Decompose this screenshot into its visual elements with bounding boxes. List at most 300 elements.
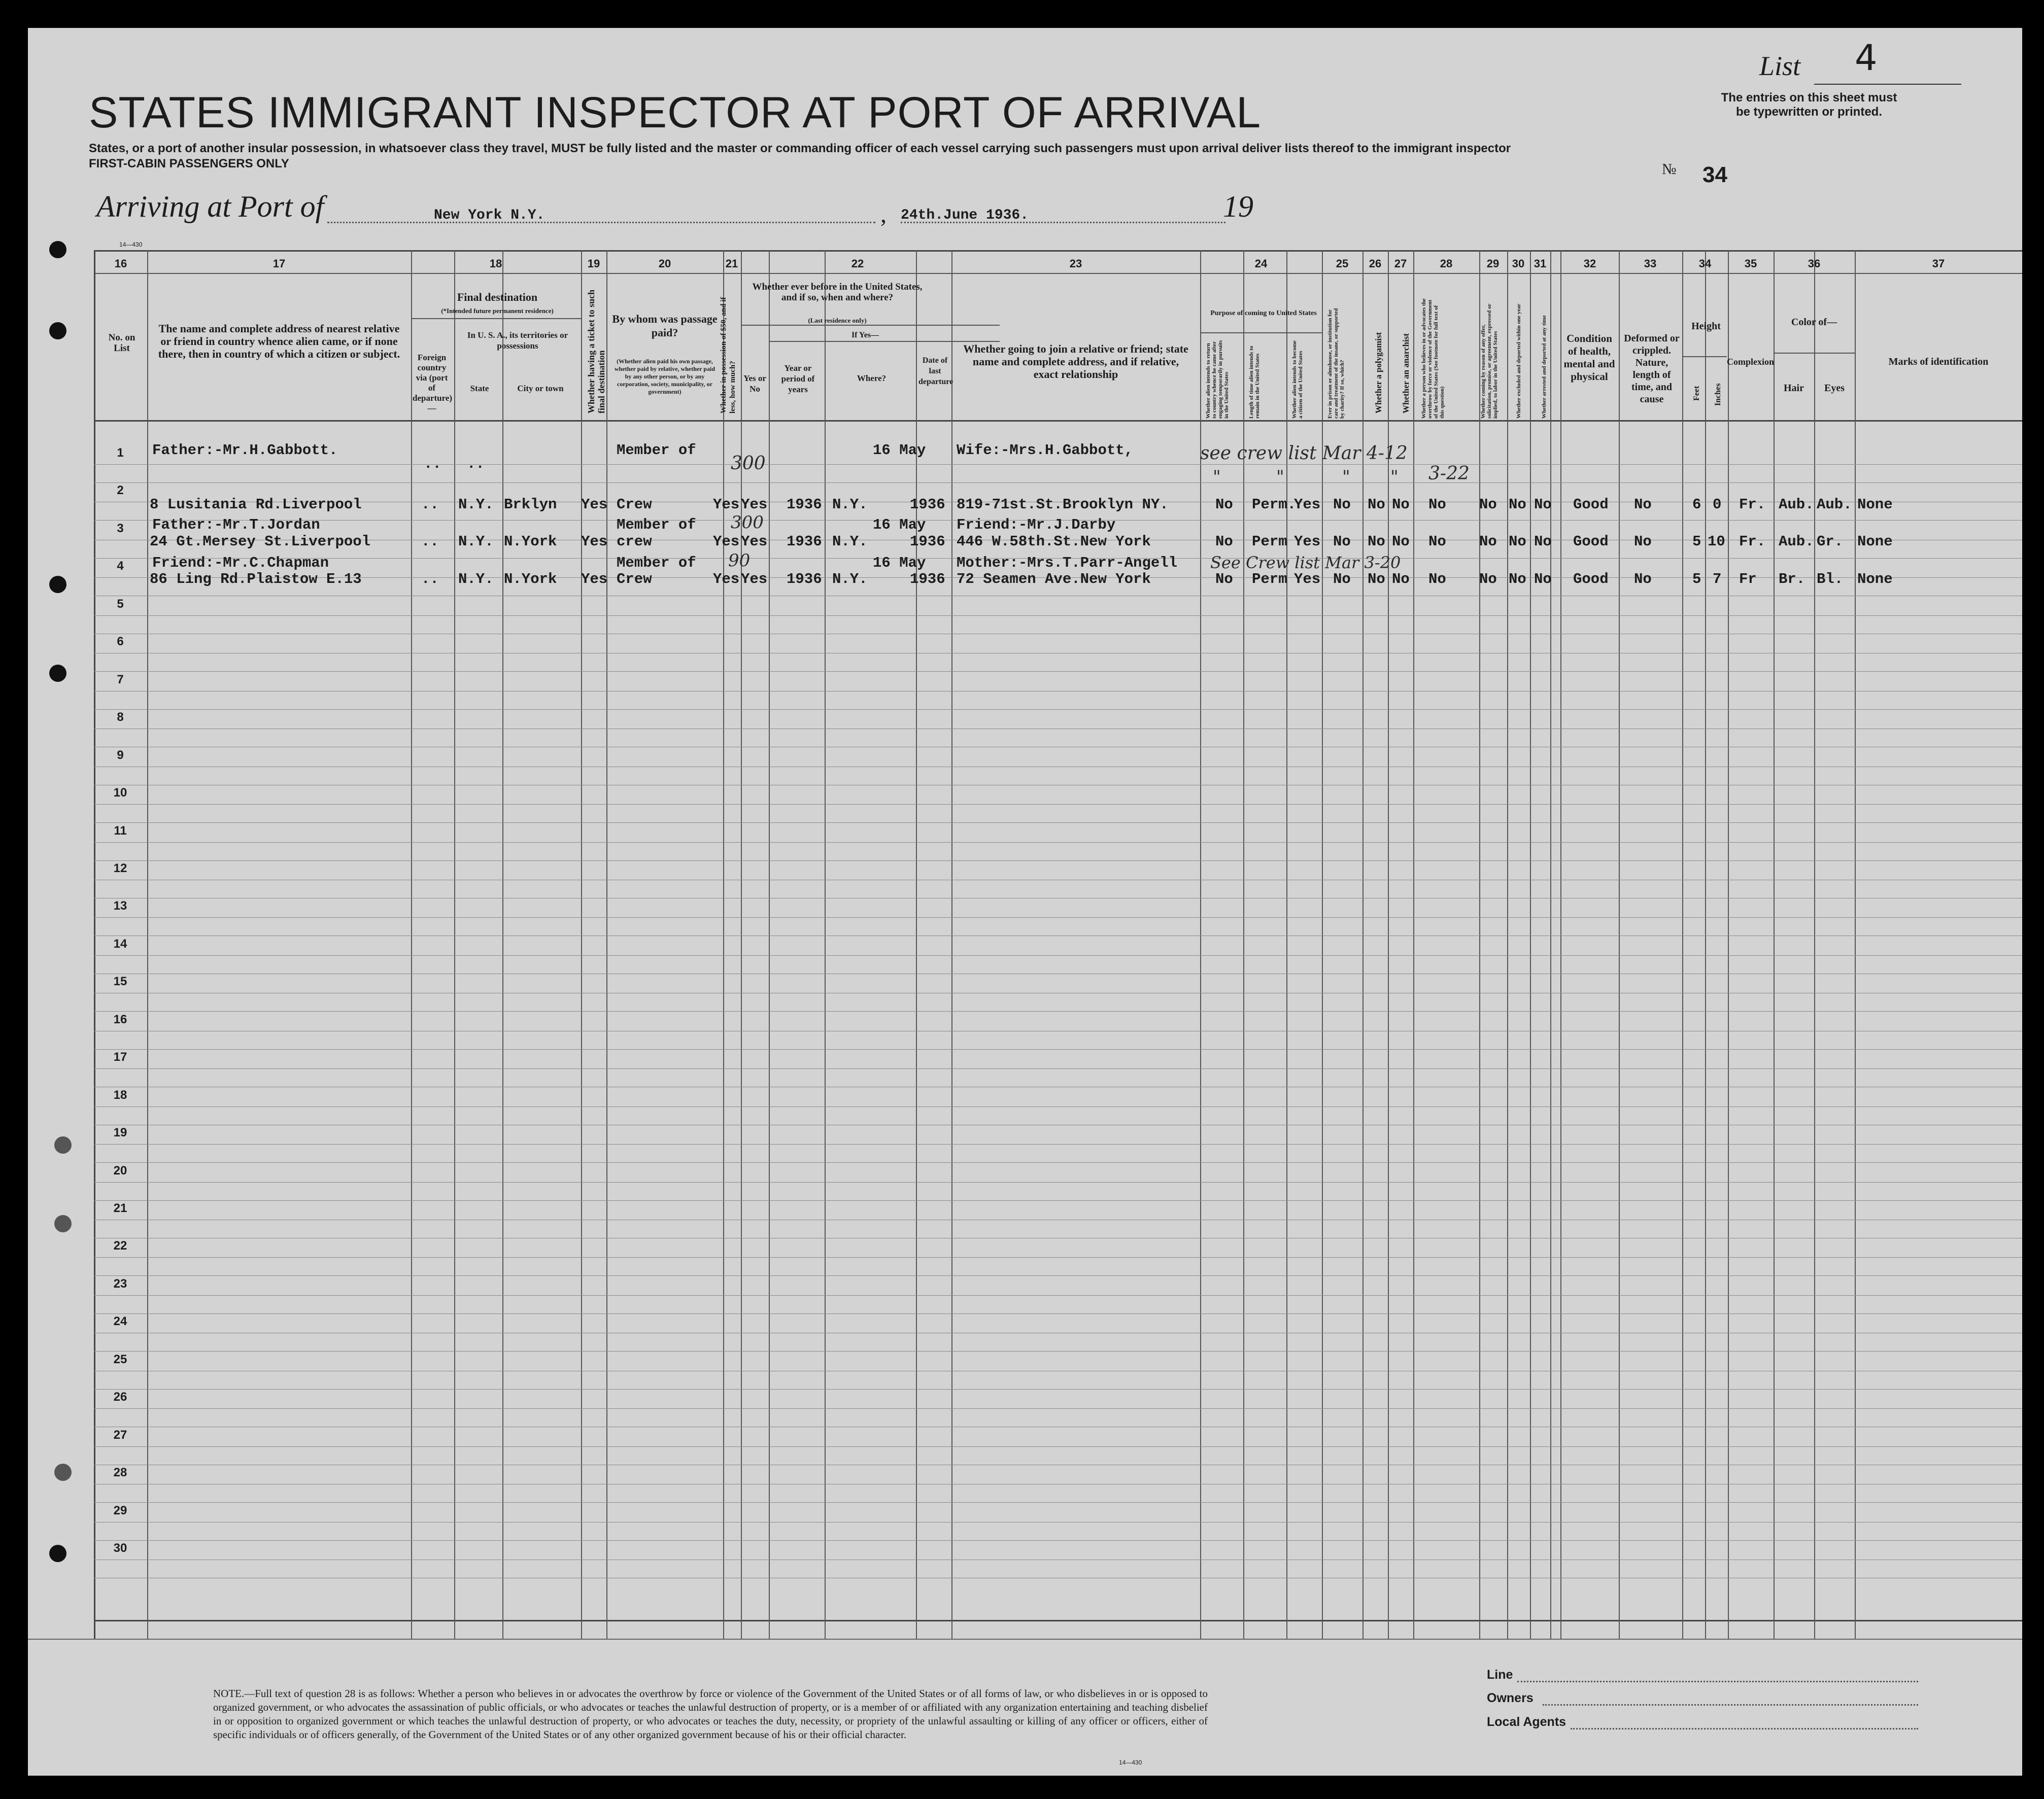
p1-before-year: 1936	[787, 496, 822, 513]
p1-inches: 0	[1713, 496, 1722, 513]
row-rule	[94, 1351, 2022, 1352]
column-rule	[825, 250, 826, 1639]
p2-join-line2: 446 W.58th.St.New York	[957, 533, 1151, 550]
p3-eyes: Bl.	[1817, 571, 1844, 587]
column-rule	[1774, 250, 1775, 1639]
p1-paid-line1: Member of	[617, 442, 696, 459]
p3-join-line1: Mother:-Mrs.T.Parr-Angell	[957, 555, 1178, 571]
column-number-35: 35	[1744, 257, 1757, 270]
table-bottom-rule	[94, 1620, 2022, 1621]
header-c16: No. on List	[108, 332, 135, 354]
row-rule	[94, 1540, 2022, 1541]
binder-hole	[49, 1545, 66, 1562]
row-rule	[94, 482, 2022, 483]
p3-complexion: Fr	[1739, 571, 1757, 587]
c34-sub-rule	[1683, 356, 1727, 357]
row-number-23: 23	[113, 1276, 127, 1291]
row-rule	[94, 917, 2022, 918]
column-rule	[581, 250, 582, 1639]
header-c33: Deformed or crippled. Nature, length of time, and cause	[1624, 333, 1680, 405]
p1-ticket: Yes	[581, 496, 608, 513]
binder-hole	[54, 1136, 72, 1154]
binder-hole	[49, 322, 66, 339]
header-c18-foreign: Foreign country via (port of departure)—	[413, 353, 453, 413]
p1-foreign: ..	[421, 496, 439, 513]
header-c27: Whether an anarchist	[1401, 333, 1411, 413]
agents-label: Local Agents	[1487, 1715, 1566, 1729]
p3-polygamist: No	[1368, 571, 1385, 587]
p2-deported: No	[1534, 533, 1552, 550]
p3-money-hand: 90	[728, 550, 751, 571]
row-rule	[94, 842, 2022, 843]
p3-length: Perm	[1252, 571, 1287, 587]
column-number-21: 21	[725, 257, 738, 270]
p2-feet: 5	[1692, 533, 1701, 550]
p3-health: Good	[1573, 571, 1609, 587]
p1-city: Brklyn	[504, 496, 557, 513]
header-c32: Condition of health, mental and physical	[1563, 332, 1615, 383]
p1-hand-ditto-3: "	[1342, 467, 1350, 487]
footer-rule	[28, 1639, 2022, 1640]
header-c18-title: Final destination	[457, 291, 538, 303]
row-number-9: 9	[117, 748, 124, 762]
row-number-21: 21	[113, 1201, 127, 1215]
p2-before-where: N.Y.	[832, 533, 868, 550]
row-number-28: 28	[113, 1466, 127, 1480]
row-number-15: 15	[113, 975, 127, 989]
row-rule	[94, 804, 2022, 805]
p1-health: Good	[1573, 496, 1609, 513]
p2-polygamist: No	[1368, 533, 1385, 550]
column-number-20: 20	[658, 257, 671, 270]
column-number-27: 27	[1394, 257, 1407, 270]
header-c22-yesno: Yes or No	[743, 373, 766, 394]
p2-marks: None	[1857, 533, 1893, 550]
column-number-18: 18	[489, 257, 502, 270]
p2-money-hand: 300	[731, 512, 764, 533]
p3-excluded: No	[1509, 571, 1526, 587]
p3-foreign: ..	[421, 571, 439, 587]
p3-departure-line1: 16 May	[873, 555, 926, 571]
p1-hand-ditto-4: "	[1390, 467, 1399, 487]
p1-relative-line1: Father:-Mr.H.Gabbott.	[152, 442, 338, 459]
comma-mark: ,	[880, 201, 887, 228]
column-rule	[411, 250, 412, 1639]
column-rule	[1507, 250, 1508, 1639]
p2-foreign: ..	[421, 533, 439, 550]
line-label: Line	[1487, 1668, 1513, 1682]
column-rule	[1560, 250, 1561, 1639]
p3-inches: 7	[1713, 571, 1722, 587]
row-number-6: 6	[117, 635, 124, 649]
column-number-33: 33	[1644, 257, 1657, 270]
p1-money-hand: 300	[731, 453, 766, 474]
header-c36-hair: Hair	[1784, 383, 1804, 394]
column-number-17: 17	[272, 257, 286, 270]
p1-join-line1: Wife:-Mrs.H.Gabbott,	[957, 442, 1134, 459]
owners-field	[1543, 1704, 1918, 1706]
subtitle-line: States, or a port of another insular possession, in whatsoever class they travel, MUST be fully listed and the master or commanding officer of each vessel carrying such passengers must upon arrival deliver lists thereof to the immigrant inspector	[89, 142, 1511, 155]
column-number-34: 34	[1698, 257, 1712, 270]
column-rule	[606, 250, 607, 1639]
c22-ifyes-rule	[770, 341, 1000, 342]
p3-state: N.Y.	[458, 571, 494, 587]
row-number-12: 12	[113, 861, 127, 875]
header-c31: Whether arrested and deported at any time	[1541, 315, 1547, 419]
row-rule	[94, 615, 2022, 616]
p3-paid-line1: Member of	[617, 555, 696, 571]
header-c34-feet: Feet	[1692, 386, 1701, 401]
column-rule	[1479, 250, 1480, 1639]
form-code-bottom: 14—430	[1119, 1759, 1142, 1766]
p2-q28: No	[1428, 533, 1446, 550]
header-c21: Whether in possession of $50, and if less, how much?	[720, 297, 737, 413]
p3-hair: Br.	[1779, 571, 1805, 587]
p2-citizen: Yes	[1294, 533, 1321, 550]
row-rule	[94, 464, 2022, 465]
column-number-29: 29	[1486, 257, 1500, 270]
p1-anarchist: No	[1392, 496, 1410, 513]
p2-excluded: No	[1509, 533, 1526, 550]
header-c34-inches: Inches	[1714, 383, 1722, 406]
row-number-16: 16	[113, 1012, 127, 1026]
binder-hole	[54, 1464, 72, 1481]
column-number-37: 37	[1932, 257, 1945, 270]
p3-relative-line1: Friend:-Mr.C.Chapman	[152, 555, 329, 571]
p1-prison: No	[1333, 496, 1351, 513]
header-c35: Complexion	[1727, 357, 1775, 367]
p1-citizen: Yes	[1294, 496, 1321, 513]
column-number-36: 36	[1808, 257, 1821, 270]
stamp-mark: №	[1662, 161, 1677, 178]
p1-return: No	[1215, 496, 1233, 513]
column-rule	[1530, 250, 1531, 1639]
p2-offer: No	[1479, 533, 1497, 550]
p1-hand-ditto-1: "	[1213, 467, 1221, 487]
p2-departure-line1: 16 May	[873, 516, 926, 533]
column-rule	[502, 250, 503, 1639]
row-number-11: 11	[114, 823, 127, 838]
page-title: STATES IMMIGRANT INSPECTOR AT PORT OF ARRIVAL	[89, 88, 1262, 137]
p3-offer: No	[1479, 571, 1497, 587]
row-number-10: 10	[113, 786, 127, 800]
row-rule	[94, 860, 2022, 861]
row-rule	[94, 1295, 2022, 1296]
list-number-line	[1814, 84, 1961, 85]
row-rule	[94, 709, 2022, 710]
p2-length: Perm	[1252, 533, 1287, 550]
column-rule	[1550, 250, 1551, 1639]
column-rule	[769, 250, 770, 1639]
p2-health: Good	[1573, 533, 1609, 550]
list-label: List	[1759, 51, 1801, 81]
p1-paid-line2: Crew	[617, 496, 652, 513]
binder-hole	[54, 1215, 72, 1232]
c24-sub-rule	[1200, 332, 1322, 333]
p3-q28: No	[1428, 571, 1446, 587]
p3-before-yes: Yes	[741, 571, 768, 587]
p1-state: N.Y.	[458, 496, 494, 513]
footnote-q28: NOTE.—Full text of question 28 is as follows: Whether a person who believes in or advocates the overthrow by force or violence of the Government of the United States or of all forms of law, or who disbelieves in or is opposed to organized government, or who advocates the assassination of public officials, or who advocates or teaches the unlawful destruction of property, or is a member of or affiliated with any organization entertaining and teaching disbelief in or opposition to organized government or which teaches the unlawful destruction of property, or who advocates or teaches the duty, necessity, or propriety of the unlawful assaulting or killing of any officer or officers, either of specific individuals or of officers generally, of the Government of the United States or of any other organized government because of his or their official character.	[213, 1687, 1208, 1741]
port-value: New York N.Y.	[434, 207, 545, 223]
p3-deported: No	[1534, 571, 1552, 587]
column-rule	[723, 250, 724, 1639]
line-field	[1517, 1681, 1918, 1682]
list-number-handwritten: 4	[1855, 37, 1878, 79]
p3-anarchist: No	[1392, 571, 1410, 587]
p2-deformed: No	[1634, 533, 1652, 550]
column-rule	[147, 250, 148, 1639]
column-number-24: 24	[1254, 257, 1268, 270]
p3-deformed: No	[1634, 571, 1652, 587]
p1-departure-line1: 16 May	[873, 442, 926, 459]
header-c22-ifyes: If Yes—	[851, 331, 879, 339]
row-number-3: 3	[117, 521, 124, 535]
p1-excluded: No	[1509, 496, 1526, 513]
entries-note-line-1: The entries on this sheet must	[1721, 91, 1897, 105]
header-c29: Whether coming by reason of any offer, solicitation, promise, or agreement, expressed or implied, to labor in the United States	[1480, 303, 1498, 419]
header-c22-where: Where?	[857, 373, 887, 383]
form-code-top: 14—430	[119, 241, 143, 248]
row-number-26: 26	[113, 1390, 127, 1404]
row-number-29: 29	[113, 1503, 127, 1517]
p1-money: Yes	[713, 496, 740, 513]
p2-join-line1: Friend:-Mr.J.Darby	[957, 516, 1116, 533]
p3-relative-line2: 86 Ling Rd.Plaistow E.13	[150, 571, 362, 587]
binder-hole	[49, 665, 66, 682]
header-c18-sub: (*Intended future permanent residence)	[441, 307, 554, 315]
row-number-22: 22	[113, 1239, 127, 1253]
header-c36-eyes: Eyes	[1824, 383, 1845, 394]
p3-prison: No	[1333, 571, 1351, 587]
row-rule	[94, 1106, 2022, 1107]
p1-offer: No	[1479, 496, 1497, 513]
arriving-label: Arriving at Port of	[96, 190, 324, 223]
header-c28: Whether a person who believes in or advocates the overthrow by force or violence of the Government of the United States (See footnote for full text of this question)	[1421, 298, 1445, 419]
p1-length: Perm.	[1252, 496, 1297, 513]
row-number-7: 7	[117, 672, 124, 686]
p2-state: N.Y.	[458, 533, 494, 550]
column-rule	[1413, 250, 1414, 1639]
p2-before-yes: Yes	[741, 533, 768, 550]
p3-return: No	[1215, 571, 1233, 587]
row-number-17: 17	[113, 1050, 127, 1064]
p2-hair: Aub.	[1779, 533, 1814, 550]
p2-money: Yes	[713, 533, 740, 550]
row-rule	[94, 955, 2022, 956]
row-number-27: 27	[113, 1428, 127, 1442]
p2-before-year: 1936	[787, 533, 822, 550]
column-number-32: 32	[1583, 257, 1596, 270]
column-rule	[1855, 250, 1856, 1639]
row-rule	[94, 1313, 2022, 1314]
row-number-5: 5	[117, 597, 124, 611]
header-bottom-rule	[94, 420, 2022, 422]
column-rule	[1619, 250, 1620, 1639]
column-number-23: 23	[1069, 257, 1082, 270]
p1-q28: No	[1428, 496, 1446, 513]
p3-before-where: N.Y.	[832, 571, 868, 587]
column-number-22: 22	[851, 257, 864, 270]
p2-departure-line2: 1936	[910, 533, 945, 550]
p2-paid-line2: crew	[617, 533, 652, 550]
row-rule	[94, 1200, 2022, 1201]
row-rule	[94, 1049, 2022, 1050]
p1-foreign-above: ..	[424, 456, 441, 472]
p1-state-above: ..	[467, 456, 485, 472]
header-c18-usa: In U. S. A., its territories or possessions	[467, 330, 568, 351]
column-number-28: 28	[1440, 257, 1453, 270]
p1-complexion: Fr.	[1739, 496, 1766, 513]
header-c34-title: Height	[1691, 321, 1721, 332]
p1-deformed: No	[1634, 496, 1652, 513]
c18-sub-rule	[411, 318, 581, 319]
entries-note	[1667, 91, 1951, 119]
p1-hand-note2: 3-22	[1428, 463, 1470, 484]
p2-city: N.York	[504, 533, 557, 550]
year-prefix: 19	[1223, 190, 1253, 223]
header-c22-title: Whether ever before in the United States, and if so, when and where?	[752, 282, 923, 303]
p3-citizen: Yes	[1294, 571, 1321, 587]
column-number-30: 30	[1512, 257, 1525, 270]
c22-sub-rule	[741, 325, 1000, 326]
p3-ticket: Yes	[581, 571, 608, 587]
p1-hand-ditto-2: "	[1276, 467, 1284, 487]
header-c20-title: By whom was passage paid?	[612, 313, 718, 339]
p3-marks: None	[1857, 571, 1893, 587]
p3-city: N.York	[504, 571, 557, 587]
row-rule	[94, 1182, 2022, 1183]
p1-departure-line2: 1936	[910, 496, 945, 513]
header-c19: Whether having a ticket to such final destination	[586, 289, 606, 413]
header-c23: Whether going to join a relative or friend; state name and complete address, and if relative, exact relationship	[963, 342, 1188, 380]
row-number-20: 20	[113, 1163, 127, 1178]
row-number-25: 25	[113, 1352, 127, 1366]
header-c22-sub: (Last residence only)	[808, 317, 867, 324]
header-c18-state: State	[470, 384, 489, 393]
p2-complexion: Fr.	[1739, 533, 1766, 550]
binder-hole	[49, 576, 66, 593]
column-number-16: 16	[114, 257, 127, 270]
p3-departure-line2: 1936	[910, 571, 945, 587]
row-number-18: 18	[113, 1088, 127, 1102]
date-value: 24th.June 1936.	[901, 207, 1029, 223]
row-rule	[94, 1144, 2022, 1145]
p1-relative-line2: 8 Lusitania Rd.Liverpool	[150, 496, 362, 513]
table-top-rule	[94, 250, 2022, 252]
colnum-rule	[94, 273, 2022, 274]
row-rule	[94, 822, 2022, 823]
row-rule	[94, 1011, 2022, 1012]
column-rule	[1705, 250, 1706, 1639]
p3-hand-note: See Crew list Mar 3-20	[1210, 553, 1401, 572]
row-rule	[94, 1502, 2022, 1503]
p3-join-line2: 72 Seamen Ave.New York	[957, 571, 1151, 587]
p2-relative-line2: 24 Gt.Mersey St.Liverpool	[150, 533, 371, 550]
p2-paid-line1: Member of	[617, 516, 696, 533]
agents-field	[1571, 1728, 1918, 1729]
row-number-14: 14	[113, 937, 127, 951]
p1-deported: No	[1534, 496, 1552, 513]
row-number-2: 2	[117, 483, 124, 498]
row-number-4: 4	[117, 559, 124, 573]
column-rule	[94, 250, 95, 1639]
p2-return: No	[1215, 533, 1233, 550]
row-rule	[94, 1275, 2022, 1276]
header-c26: Whether a polygamist	[1374, 332, 1383, 413]
header-c24-b: Length of time alien intends to remain in the United States	[1248, 345, 1261, 419]
p2-ticket: Yes	[581, 533, 608, 550]
column-number-31: 31	[1534, 257, 1547, 270]
p2-prison: No	[1333, 533, 1351, 550]
p1-before-yes: Yes	[741, 496, 768, 513]
column-number-25: 25	[1336, 257, 1349, 270]
header-c18-city: City or town	[517, 384, 564, 393]
column-rule	[1814, 250, 1815, 1639]
row-rule	[94, 671, 2022, 672]
class-line: FIRST-CABIN PASSENGERS ONLY	[89, 157, 289, 170]
header-c20-sub: (Whether alien paid his own passage, whether paid by relative, whether paid by any other person, or by any corporation, society, municipality, or government)	[614, 358, 715, 395]
port-dotline	[327, 222, 875, 223]
p1-feet: 6	[1692, 496, 1701, 513]
p2-relative-line1: Father:-Mr.T.Jordan	[152, 516, 320, 533]
binder-hole	[49, 241, 66, 258]
row-number-1: 1	[117, 446, 124, 460]
row-number-19: 19	[113, 1126, 127, 1140]
row-rule	[94, 1446, 2022, 1447]
column-rule	[1728, 250, 1729, 1639]
owners-label: Owners	[1487, 1691, 1534, 1705]
header-c30: Whether excluded and deported within one year	[1516, 303, 1522, 419]
column-number-26: 26	[1369, 257, 1382, 270]
header-c24-a: Whether alien intends to return to country whence he came after engaging temporarily in pursuits in the United States	[1205, 340, 1230, 419]
row-number-8: 8	[117, 710, 124, 724]
row-number-24: 24	[113, 1314, 127, 1329]
p2-eyes: Gr.	[1817, 533, 1844, 550]
column-rule	[454, 250, 455, 1639]
header-c24-title: Purpose of coming to United States	[1210, 309, 1317, 317]
row-number-30: 30	[113, 1541, 127, 1555]
p3-paid-line2: Crew	[617, 571, 652, 587]
column-number-19: 19	[587, 257, 600, 270]
row-rule	[94, 1522, 2022, 1523]
p3-before-year: 1936	[787, 571, 822, 587]
column-rule	[951, 250, 952, 1639]
header-c37: Marks of identification	[1888, 356, 1989, 367]
row-number-13: 13	[113, 899, 127, 913]
c36-sub-rule	[1774, 353, 1855, 354]
header-c17: The name and complete address of nearest relative or friend in country whence alien came, or if none there, then in country of which a citizen or subject.	[158, 322, 400, 360]
p1-before-where: N.Y.	[832, 496, 868, 513]
header-c22-date: Date of last departure	[918, 356, 953, 386]
p1-hair: Aub.	[1779, 496, 1814, 513]
row-rule	[94, 1257, 2022, 1258]
header-c24-c: Whether alien intends to become a citizen of the United States	[1291, 340, 1304, 419]
p1-eyes: Aub.	[1817, 496, 1852, 513]
p1-hand-note: see crew list Mar 4-12	[1200, 443, 1408, 464]
p2-inches: 10	[1708, 533, 1725, 550]
entries-note-line-2: be typewritten or printed.	[1735, 105, 1883, 119]
p3-feet: 5	[1692, 571, 1701, 587]
p3-money: Yes	[713, 571, 740, 587]
header-c36-title: Color of—	[1791, 317, 1837, 328]
page-number: 34	[1702, 162, 1727, 187]
p1-join-line2: 819-71st.St.Brooklyn NY.	[957, 496, 1169, 513]
row-rule	[94, 1162, 2022, 1163]
header-c25: Ever in prison or almshouse, or institution for care and treatment of the insane, or supported by charity? If so, which?	[1327, 308, 1345, 419]
p1-marks: None	[1857, 496, 1893, 513]
row-rule	[94, 1389, 2022, 1390]
